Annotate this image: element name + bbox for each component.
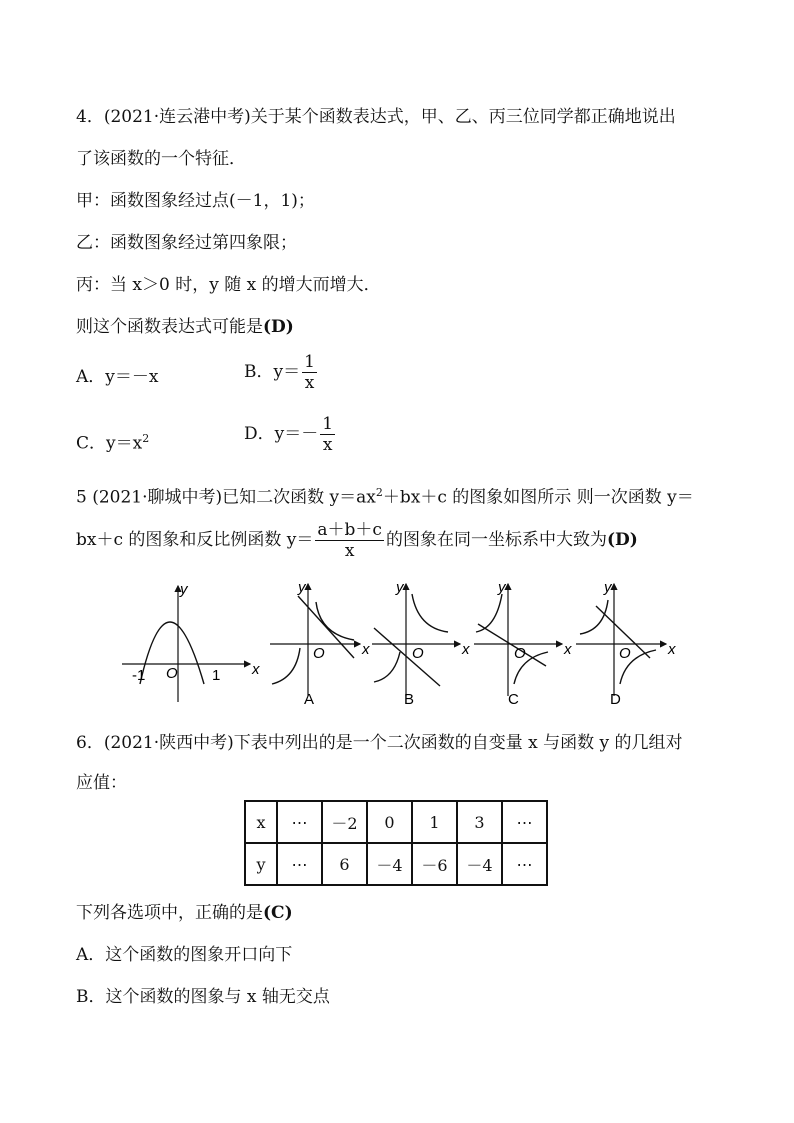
q5-line2-a: bx＋c 的图象和反比例函数 y＝ bbox=[76, 530, 314, 550]
parabola-one-label: 1 bbox=[212, 667, 221, 684]
table-row-y bbox=[245, 843, 547, 885]
q5-line2-b: 的图象在同一坐标系中大致为 bbox=[385, 530, 607, 550]
q6-answer: (C) bbox=[263, 903, 293, 923]
table-cell: y bbox=[245, 843, 277, 885]
q6-option-b: B．这个函数的图象与 x 轴无交点 bbox=[76, 987, 330, 1007]
q4-option-d-fraction bbox=[320, 414, 335, 455]
table-cell: 0 bbox=[367, 801, 412, 843]
graph-b-y-label: y bbox=[396, 580, 404, 596]
q4-bing: 丙：当 x＞0 时，y 随 x 的增大而增大． bbox=[76, 275, 381, 295]
table-cell: －4 bbox=[457, 843, 502, 885]
graph-b-label: B bbox=[404, 691, 415, 708]
q4-line2: 了该函数的一个特征． bbox=[76, 149, 246, 169]
q5-line1-b: ＋bx＋c 的图象如图所示 则一次函数 y＝ bbox=[382, 487, 694, 508]
q4-option-d-prefix: D．y＝－ bbox=[244, 424, 319, 444]
q5-graphs bbox=[118, 580, 678, 710]
graph-c-x-label: x bbox=[564, 641, 572, 658]
q4-option-c-prefix: C．y＝x bbox=[76, 433, 143, 454]
table-cell: －2 bbox=[322, 801, 367, 843]
table-cell: －6 bbox=[412, 843, 457, 885]
q4-option-b-fraction bbox=[302, 352, 317, 393]
table-cell: ⋯ bbox=[277, 843, 322, 885]
graph-a bbox=[270, 580, 370, 708]
q6-ask bbox=[76, 902, 293, 924]
table-cell: ⋯ bbox=[277, 801, 322, 843]
graph-d-origin-label: O bbox=[619, 645, 631, 662]
parabola-minus1-label: -1 bbox=[132, 667, 146, 684]
q5-answer: (D) bbox=[606, 530, 638, 550]
parabola-graph bbox=[122, 586, 250, 702]
graph-a-x-label: x bbox=[362, 641, 370, 658]
q5-line1 bbox=[76, 482, 694, 509]
q5-line1-a: 5 (2021·聊城中考)已知二次函数 y＝ax bbox=[76, 487, 376, 508]
graph-b bbox=[372, 580, 470, 708]
fraction-numerator: a＋b＋c bbox=[317, 520, 382, 540]
q4-yi: 乙：函数图象经过第四象限； bbox=[76, 233, 297, 253]
q6-option-a: A．这个函数的图象开口向下 bbox=[76, 945, 293, 965]
q4-option-d bbox=[244, 414, 337, 455]
graph-b-x-label: x bbox=[462, 641, 470, 658]
fraction-denominator: x bbox=[322, 435, 333, 455]
q4-ask-text: 则这个函数表达式可能是 bbox=[76, 317, 263, 337]
q6-line2: 应值： bbox=[76, 773, 127, 793]
graph-c bbox=[474, 580, 572, 708]
parabola-y-label: y bbox=[180, 581, 188, 598]
q5-fraction bbox=[315, 520, 384, 561]
q6-ask-text: 下列各选项中，正确的是 bbox=[76, 903, 263, 923]
graph-c-label: C bbox=[508, 691, 519, 708]
graph-a-label: A bbox=[304, 691, 315, 708]
table-row-x bbox=[245, 801, 547, 843]
q4-answer: (D) bbox=[263, 317, 294, 337]
q4-option-b bbox=[244, 352, 319, 393]
q4-option-c bbox=[76, 428, 149, 455]
table-cell: 6 bbox=[322, 843, 367, 885]
q4-option-a: A．y＝－x bbox=[76, 367, 159, 387]
table-cell: x bbox=[245, 801, 277, 843]
graph-d-y-label: y bbox=[604, 580, 612, 596]
q4-jia: 甲：函数图象经过点(－1，1)； bbox=[76, 191, 315, 211]
fraction-denominator: x bbox=[304, 373, 315, 393]
fraction-numerator: 1 bbox=[304, 352, 315, 372]
fraction-numerator: 1 bbox=[322, 414, 334, 434]
graph-b-origin-label: O bbox=[412, 645, 424, 662]
table-cell: ⋯ bbox=[502, 801, 547, 843]
fraction-denominator: x bbox=[344, 541, 355, 561]
graph-c-origin-label: O bbox=[514, 645, 526, 662]
q5-exponent: 2 bbox=[375, 486, 383, 499]
q4-ask bbox=[76, 316, 294, 338]
q4-line1: 4．(2021·连云港中考)关于某个函数表达式，甲、乙、丙三位同学都正确地说出 bbox=[76, 107, 676, 127]
q6-value-table bbox=[244, 800, 548, 886]
graph-d-x-label: x bbox=[668, 641, 676, 658]
parabola-origin-label: O bbox=[166, 665, 178, 682]
graph-a-y-label: y bbox=[298, 580, 306, 596]
q4-option-b-prefix: B．y＝ bbox=[244, 362, 301, 382]
graph-c-y-label: y bbox=[498, 580, 506, 596]
q4-option-c-exponent: 2 bbox=[142, 432, 150, 445]
table-cell: 1 bbox=[412, 801, 457, 843]
q6-line1: 6．(2021·陕西中考)下表中列出的是一个二次函数的自变量 x 与函数 y 的几组对 bbox=[76, 733, 683, 753]
table-cell: 3 bbox=[457, 801, 502, 843]
graph-a-origin-label: O bbox=[313, 645, 325, 662]
table-cell: －4 bbox=[367, 843, 412, 885]
table-cell: ⋯ bbox=[502, 843, 547, 885]
graph-d-label: D bbox=[610, 691, 621, 708]
graph-d bbox=[576, 580, 676, 708]
q5-line2 bbox=[76, 520, 638, 561]
parabola-x-label: x bbox=[252, 661, 260, 678]
